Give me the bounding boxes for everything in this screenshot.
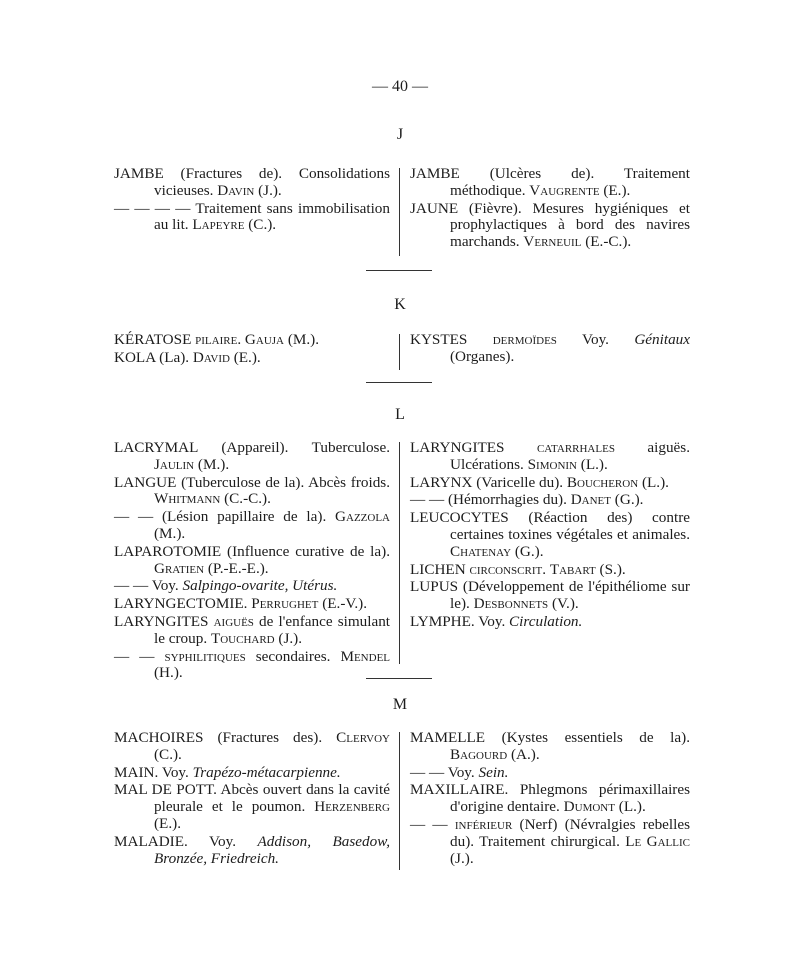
entry-small-caps: circonscrit [469,560,543,578]
entry-text: LARYNGITES [410,439,537,456]
entry-small-caps: syphilitiques [164,647,246,665]
entry-text: LYMPHE. Voy. [410,612,510,630]
index-entry [410,510,690,560]
entry-small-caps: Gauja [244,331,285,348]
entry-text: LAPAROTOMIE (Influence curative de la). [114,542,390,560]
entry-text: MACHOIRES (Fractures des). [114,729,337,746]
entry-text: — — (Hémorrhagies du). [410,491,571,509]
entry-small-caps: Chatenay [450,542,512,560]
column-left [114,440,390,683]
entry-text: (M.). [284,331,320,348]
entry-text: (Nerf) (Névralgies rebelles du). Traitement chirurgical. [450,815,690,850]
column-left [114,166,390,235]
entry-text: (E.). [599,181,631,199]
entry-small-caps: inférieur [454,815,513,833]
column-left [114,332,390,368]
entry-small-caps: Danet [570,491,611,509]
entry-text: (C.). [244,216,277,234]
entry-text: (L.). [614,798,646,816]
entry-text: Voy. [556,331,635,348]
entry-text: — — [410,815,455,833]
entry-small-caps: Whitmann [154,490,221,508]
entry-text: (E.). [229,348,261,366]
column-right [410,332,690,367]
entry-text: MAL DE POTT. Abcès ouvert dans la cavité pleurale et le poumon. [114,781,390,816]
entry-text: (L.). [638,473,669,491]
entry-text: LARYNX (Varicelle du). [410,473,567,491]
column-divider [399,732,400,870]
entry-text: secondaires. [245,647,341,665]
entry-text: (A.). [507,745,540,763]
entry-text: JAMBE (Fractures de). Consolidations vicieuses. [114,165,390,199]
entry-text: LICHEN [410,560,470,578]
entry-italic: Trapézo-métacarpienne. [192,763,341,781]
entry-text: MAMELLE (Kystes essentiels de la). [410,729,690,746]
section-letter-l: L [395,406,405,423]
section-letter-m: M [392,696,408,713]
entry-italic: Circulation. [509,612,583,630]
entry-small-caps: Perrughet [251,595,319,613]
entry-italic: Addison, Basedow, Bronzée, Friedreich. [154,832,390,867]
index-entry [114,834,390,868]
section-rule [366,270,432,271]
entry-small-caps: Mendel [340,647,391,665]
index-entry [114,596,390,613]
entry-text: . [542,560,550,578]
entry-text: (Organes). [450,347,515,365]
index-entry [114,765,390,782]
index-entry [114,332,390,349]
column-right [410,730,690,868]
column-divider [399,168,400,256]
section-letter-k: K [394,296,406,313]
entry-small-caps: pilaire [195,331,238,348]
entry-text: — — [114,647,165,665]
index-entry [410,614,690,631]
entry-small-caps: Verneuil [523,233,582,251]
entry-text: (V.). [548,595,579,613]
column-right [410,440,690,632]
entry-text: KÉRATOSE [114,331,196,348]
entry-text: LUPUS (Développement de l'épithéliome sur le). [410,578,690,613]
entry-text: de l'enfance simulant le croup. [154,612,391,647]
page-number: — 40 — [372,78,428,95]
entry-text: (E.). [154,814,181,832]
entry-small-caps: David [192,348,230,366]
entry-small-caps: Vaugrente [529,181,600,199]
entry-text: (E.-V.). [318,595,368,613]
entry-text: (C.). [154,745,182,763]
entry-small-caps: aiguës [213,612,254,630]
entry-small-caps: Desbonnets [473,595,549,613]
entry-small-caps: Gazzola [335,508,390,526]
index-entry [410,562,690,579]
entry-text: MAIN. Voy. [114,763,193,781]
section-rule [366,382,432,383]
entry-text: — — (Lésion papillaire de la). [114,508,336,526]
entry-text: (J.). [274,629,303,647]
entry-text: (S.). [595,560,626,578]
entry-text: (H.). [154,664,183,682]
index-entry [114,649,390,683]
entry-text: LARYNGECTOMIE. [114,595,252,613]
entry-text: JAMBE (Ulcères de). Traitement méthodique. [410,165,690,199]
entry-italic: Génitaux [634,331,690,348]
index-entry [114,166,390,200]
entry-small-caps: Davin [217,181,255,199]
index-entry [114,782,390,832]
entry-text: — — Voy. [410,763,479,781]
entry-small-caps: Le Gallic [625,832,690,850]
entry-text: aiguës. Ulcérations. [450,439,690,473]
entry-small-caps: Bagourd [450,745,508,763]
index-entry [410,440,690,474]
index-entry [410,817,690,867]
index-entry [410,492,690,509]
column-right [410,166,690,252]
index-entry [410,166,690,200]
index-entry [114,440,390,474]
entry-text: (G.). [511,542,544,560]
section-rule [366,678,432,679]
entry-text: (E.-C.). [581,233,632,251]
entry-text: (P.-E.-E.). [204,559,269,577]
index-entry [114,475,390,509]
entry-small-caps: Gratien [154,559,205,577]
index-entry [114,201,390,235]
column-divider [399,442,400,664]
index-entry [410,332,690,366]
index-entry [410,201,690,251]
entry-text: (M.). [154,524,186,542]
column-divider [399,334,400,370]
entry-italic: Salpingo-ovarite, Utérus. [182,577,338,595]
entry-small-caps: Touchard [210,629,275,647]
index-entry [410,782,690,816]
entry-text: KOLA (La). [114,348,193,366]
entry-small-caps: catarrhales [536,439,615,456]
entry-text: LANGUE (Tuberculose de la). Abcès froids. [114,473,390,491]
entry-small-caps: Clervoy [336,729,390,746]
index-entry [410,475,690,492]
section-letter-j: J [396,126,404,143]
entry-text: — — — — Traitement sans immobilisation au lit. [114,199,390,234]
entry-text: LARYNGITES [114,612,214,630]
entry-text: (G.). [611,491,644,509]
entry-small-caps: dermoïdes [492,331,557,348]
entry-small-caps: Lapeyre [192,216,245,234]
entry-small-caps: Simonin [527,455,577,473]
entry-text: (L.). [577,455,608,473]
index-entry [410,579,690,613]
index-entry [410,765,690,782]
entry-small-caps: Jaulin [154,455,195,473]
entry-text: — — Voy. [114,577,183,595]
index-entry [114,730,390,764]
entry-italic: Sein. [478,763,509,781]
entry-text: LEUCOCYTES (Réaction des) contre certaines toxines végétales et animales. [410,509,690,543]
entry-text: (M.). [194,455,230,473]
index-entry [114,509,390,543]
entry-text: (J.). [254,181,282,199]
index-entry [114,350,390,367]
entry-text: MAXILLAIRE. Phlegmons périmaxillaires d'origine dentaire. [410,781,690,816]
entry-small-caps: Dumont [563,798,615,816]
entry-text: LACRYMAL (Appareil). Tuberculose. [114,439,390,456]
entry-small-caps: Tabart [549,560,596,578]
entry-small-caps: Boucheron [566,473,639,491]
entry-text: (C.-C.). [220,490,271,508]
entry-text: KYSTES [410,331,493,348]
column-left [114,730,390,868]
index-entry [114,614,390,648]
entry-text: . [237,331,245,348]
index-entry [114,578,390,595]
index-entry [114,544,390,578]
index-entry [410,730,690,764]
entry-text: MALADIE. Voy. [114,832,258,850]
entry-text: (J.). [450,849,474,867]
entry-text: JAUNE (Fièvre). Mesures hygiéniques et prophylactiques à bord des navires marchands. [410,199,690,251]
entry-small-caps: Herzenberg [314,798,390,816]
